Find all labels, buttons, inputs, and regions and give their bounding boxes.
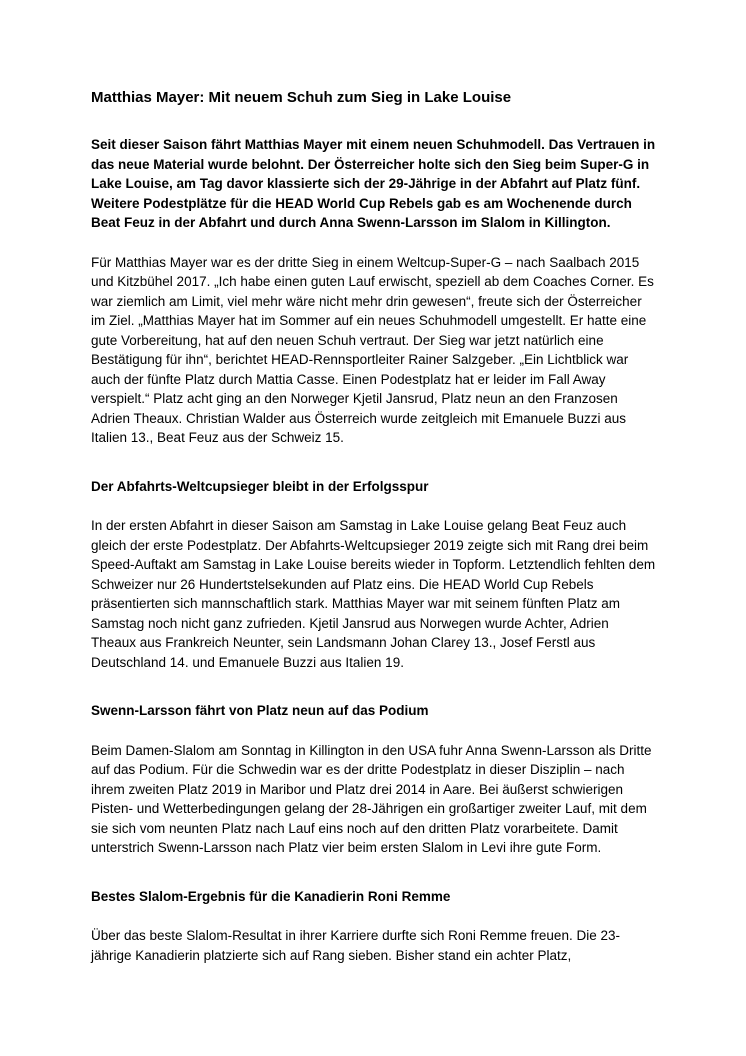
body-paragraph-1: Für Matthias Mayer war es der dritte Sieg in einem Weltcup-Super-G – nach Saalbach 2015 und Kitzbühel 2017. „Ich habe einen guten Lauf erwischt, speziell ab dem Coaches Corner. Es war ziemlich am Limit, viel mehr wäre nicht mehr drin gewesen“, freute sich der Österreicher im Ziel. „Matthias Mayer hat im Sommer auf ein neues Schuhmodell umgestellt. Er hatte eine gute Vorbereitung, hat auf den neuen Schuh vertraut. Der Sieg war jetzt natürlich eine Bestätigung für ihn“, berichtet HEAD-Rennsportleiter Rainer Salzgeber. „Ein Lichtblick war auch der fünfte Platz durch Mattia Casse. Einen Podestplatz hat er leider im Fall Away verspielt.“ Platz acht ging an den Norweger Kjetil Jansrud, Platz neun an den Franzosen Adrien Theaux. Christian Walder aus Österreich wurde zeitgleich mit Emanuele Buzzi aus Italien 13., Beat Feuz aus der Schweiz 15. [91, 254, 654, 445]
body-paragraph-4: Über das beste Slalom-Resultat in ihrer Karriere durfte sich Roni Remme freuen. Die 23-jährige Kanadierin platzierte sich auf Rang sieben. Bisher stand ein achter Platz, [91, 928, 620, 963]
body-paragraph-2: In der ersten Abfahrt in dieser Saison am Samstag in Lake Louise gelang Beat Feuz auch gleich der erste Podestplatz. Der Abfahrts-Weltcupsieger 2019 zeigte sich mit Rang drei beim Speed-Auftakt am Samstag in Lake Louise bereits wieder in Topform. Letztendlich fehlten dem Schweizer nur 26 Hundertstelsekunden auf Platz eins. Die HEAD World Cup Rebels präsentierten sich mannschaftlich stark. Matthias Mayer war mit seinem fünften Platz am Samstag noch nicht ganz zufrieden. Kjetil Jansrud aus Norwegen wurde Achter, Adrien Theaux aus Frankreich Neunter, sein Landsmann Johan Clarey 13., Josef Ferstl aus Deutschland 14. und Emanuele Buzzi aus Italien 19. [91, 518, 656, 670]
body-paragraph-3: Beim Damen-Slalom am Sonntag in Killington in den USA fuhr Anna Swenn-Larsson als Dritte auf das Podium. Für die Schwedin war es der dritte Podestplatz in dieser Disziplin – nach ihrem zweiten Platz 2019 in Maribor und Platz drei 2014 in Aare. Bei äußerst schwierigen Pisten- und Wetterbedingungen gelang der 28-Jährigen ein großartiger zweiter Lauf, mit dem sie sich vom neunten Platz nach Lauf eins noch auf den dritten Platz vorarbeitete. Damit unterstrich Swenn-Larsson nach Platz vier beim ersten Slalom in Levi ihre gute Form. [91, 742, 652, 855]
section-heading-2: Swenn-Larsson fährt von Platz neun auf das Podium [91, 703, 429, 718]
section-heading-1: Der Abfahrts-Weltcupsieger bleibt in der Erfolgsspur [91, 478, 429, 494]
lead-paragraph: Seit dieser Saison fährt Matthias Mayer mit einem neuen Schuhmodell. Das Vertrauen in das neue Material wurde belohnt. Der Österreicher holte sich den Sieg beim Super-G in Lake Louise, am Tag davor klassierte sich der 29-Jährige in der Abfahrt auf Platz fünf. Weitere Podestplätze für die HEAD World Cup Rebels gab es am Wochenende durch Beat Feuz in der Abfahrt und durch Anna Swenn-Larsson im Slalom in Killington. [91, 137, 656, 230]
document-title: Matthias Mayer: Mit neuem Schuh zum Sieg in Lake Louise [91, 89, 512, 106]
section-heading-3: Bestes Slalom-Ergebnis für die Kanadierin Roni Remme [91, 888, 451, 904]
